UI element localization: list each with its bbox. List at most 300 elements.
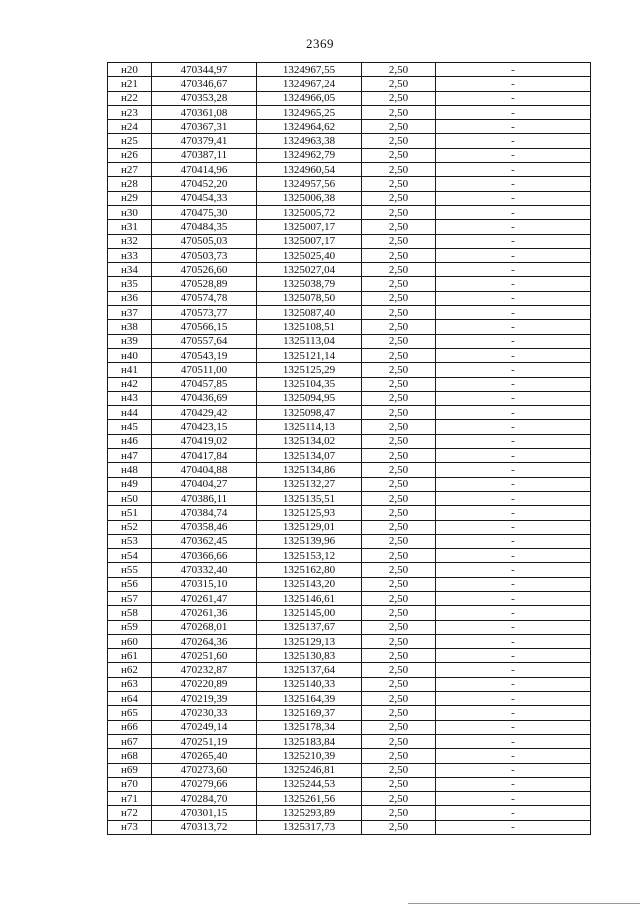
extra-cell: - (436, 463, 591, 477)
accuracy-cell: 2,50 (362, 277, 436, 291)
extra-cell: - (436, 248, 591, 262)
y-coordinate-cell: 1325183,84 (257, 734, 362, 748)
table-row (108, 534, 591, 548)
extra-cell: - (436, 692, 591, 706)
y-coordinate-cell: 1325108,51 (257, 320, 362, 334)
table-row (108, 363, 591, 377)
x-coordinate-cell: 470284,70 (152, 792, 257, 806)
y-coordinate-cell: 1325104,35 (257, 377, 362, 391)
y-coordinate-cell: 1325129,01 (257, 520, 362, 534)
point-id-cell: н57 (108, 591, 152, 605)
table-row (108, 420, 591, 434)
x-coordinate-cell: 470362,45 (152, 534, 257, 548)
table-row (108, 220, 591, 234)
y-coordinate-cell: 1324960,54 (257, 163, 362, 177)
accuracy-cell: 2,50 (362, 263, 436, 277)
x-coordinate-cell: 470219,39 (152, 692, 257, 706)
extra-cell: - (436, 749, 591, 763)
x-coordinate-cell: 470384,74 (152, 506, 257, 520)
table-row (108, 491, 591, 505)
x-coordinate-cell: 470419,02 (152, 434, 257, 448)
y-coordinate-cell: 1325132,27 (257, 477, 362, 491)
point-id-cell: н67 (108, 734, 152, 748)
extra-cell: - (436, 348, 591, 362)
table-row (108, 63, 591, 77)
point-id-cell: н50 (108, 491, 152, 505)
extra-cell: - (436, 205, 591, 219)
y-coordinate-cell: 1325134,02 (257, 434, 362, 448)
x-coordinate-cell: 470484,35 (152, 220, 257, 234)
accuracy-cell: 2,50 (362, 749, 436, 763)
point-id-cell: н46 (108, 434, 152, 448)
point-id-cell: н59 (108, 620, 152, 634)
table-row (108, 120, 591, 134)
y-coordinate-cell: 1324964,62 (257, 120, 362, 134)
point-id-cell: н64 (108, 692, 152, 706)
table-row (108, 91, 591, 105)
accuracy-cell: 2,50 (362, 820, 436, 834)
extra-cell: - (436, 534, 591, 548)
table-row (108, 663, 591, 677)
accuracy-cell: 2,50 (362, 306, 436, 320)
y-coordinate-cell: 1325114,13 (257, 420, 362, 434)
accuracy-cell: 2,50 (362, 334, 436, 348)
table-row (108, 677, 591, 691)
table-row (108, 749, 591, 763)
y-coordinate-cell: 1325146,61 (257, 591, 362, 605)
x-coordinate-cell: 470511,00 (152, 363, 257, 377)
point-id-cell: н52 (108, 520, 152, 534)
extra-cell: - (436, 120, 591, 134)
point-id-cell: н21 (108, 77, 152, 91)
extra-cell: - (436, 577, 591, 591)
point-id-cell: н32 (108, 234, 152, 248)
point-id-cell: н27 (108, 163, 152, 177)
table-row (108, 477, 591, 491)
point-id-cell: н62 (108, 663, 152, 677)
accuracy-cell: 2,50 (362, 420, 436, 434)
point-id-cell: н48 (108, 463, 152, 477)
table-row (108, 105, 591, 119)
x-coordinate-cell: 470367,31 (152, 120, 257, 134)
y-coordinate-cell: 1325130,83 (257, 649, 362, 663)
point-id-cell: н49 (108, 477, 152, 491)
point-id-cell: н56 (108, 577, 152, 591)
table-row (108, 277, 591, 291)
point-id-cell: н38 (108, 320, 152, 334)
point-id-cell: н65 (108, 706, 152, 720)
accuracy-cell: 2,50 (362, 534, 436, 548)
accuracy-cell: 2,50 (362, 563, 436, 577)
accuracy-cell: 2,50 (362, 720, 436, 734)
accuracy-cell: 2,50 (362, 105, 436, 119)
accuracy-cell: 2,50 (362, 220, 436, 234)
extra-cell: - (436, 449, 591, 463)
accuracy-cell: 2,50 (362, 91, 436, 105)
table-row (108, 792, 591, 806)
table-row (108, 591, 591, 605)
point-id-cell: н29 (108, 191, 152, 205)
y-coordinate-cell: 1325027,04 (257, 263, 362, 277)
x-coordinate-cell: 470454,33 (152, 191, 257, 205)
extra-cell: - (436, 663, 591, 677)
x-coordinate-cell: 470414,96 (152, 163, 257, 177)
y-coordinate-cell: 1324967,24 (257, 77, 362, 91)
point-id-cell: н72 (108, 806, 152, 820)
y-coordinate-cell: 1324963,38 (257, 134, 362, 148)
accuracy-cell: 2,50 (362, 520, 436, 534)
x-coordinate-cell: 470232,87 (152, 663, 257, 677)
extra-cell: - (436, 105, 591, 119)
y-coordinate-cell: 1325005,72 (257, 205, 362, 219)
y-coordinate-cell: 1325134,86 (257, 463, 362, 477)
table-row (108, 606, 591, 620)
table-row (108, 377, 591, 391)
extra-cell: - (436, 549, 591, 563)
x-coordinate-cell: 470457,85 (152, 377, 257, 391)
x-coordinate-cell: 470249,14 (152, 720, 257, 734)
extra-cell: - (436, 77, 591, 91)
y-coordinate-cell: 1325137,67 (257, 620, 362, 634)
accuracy-cell: 2,50 (362, 463, 436, 477)
extra-cell: - (436, 363, 591, 377)
x-coordinate-cell: 470251,19 (152, 734, 257, 748)
extra-cell: - (436, 234, 591, 248)
extra-cell: - (436, 634, 591, 648)
extra-cell: - (436, 649, 591, 663)
coordinates-table-body (108, 63, 591, 835)
x-coordinate-cell: 470404,88 (152, 463, 257, 477)
accuracy-cell: 2,50 (362, 77, 436, 91)
extra-cell: - (436, 792, 591, 806)
table-row (108, 620, 591, 634)
point-id-cell: н68 (108, 749, 152, 763)
accuracy-cell: 2,50 (362, 177, 436, 191)
table-row (108, 734, 591, 748)
x-coordinate-cell: 470379,41 (152, 134, 257, 148)
extra-cell: - (436, 63, 591, 77)
accuracy-cell: 2,50 (362, 248, 436, 262)
y-coordinate-cell: 1325113,04 (257, 334, 362, 348)
extra-cell: - (436, 320, 591, 334)
accuracy-cell: 2,50 (362, 577, 436, 591)
x-coordinate-cell: 470573,77 (152, 306, 257, 320)
extra-cell: - (436, 706, 591, 720)
accuracy-cell: 2,50 (362, 677, 436, 691)
table-row (108, 177, 591, 191)
y-coordinate-cell: 1324962,79 (257, 148, 362, 162)
point-id-cell: н31 (108, 220, 152, 234)
x-coordinate-cell: 470574,78 (152, 291, 257, 305)
point-id-cell: н61 (108, 649, 152, 663)
extra-cell: - (436, 148, 591, 162)
accuracy-cell: 2,50 (362, 120, 436, 134)
extra-cell: - (436, 506, 591, 520)
x-coordinate-cell: 470313,72 (152, 820, 257, 834)
x-coordinate-cell: 470344,97 (152, 63, 257, 77)
y-coordinate-cell: 1325125,93 (257, 506, 362, 520)
y-coordinate-cell: 1325038,79 (257, 277, 362, 291)
extra-cell: - (436, 520, 591, 534)
accuracy-cell: 2,50 (362, 205, 436, 219)
accuracy-cell: 2,50 (362, 663, 436, 677)
accuracy-cell: 2,50 (362, 63, 436, 77)
extra-cell: - (436, 777, 591, 791)
table-row (108, 320, 591, 334)
y-coordinate-cell: 1325293,89 (257, 806, 362, 820)
point-id-cell: н51 (108, 506, 152, 520)
table-row (108, 806, 591, 820)
x-coordinate-cell: 470273,60 (152, 763, 257, 777)
table-row (108, 777, 591, 791)
x-coordinate-cell: 470505,03 (152, 234, 257, 248)
y-coordinate-cell: 1324967,55 (257, 63, 362, 77)
point-id-cell: н24 (108, 120, 152, 134)
extra-cell: - (436, 434, 591, 448)
accuracy-cell: 2,50 (362, 649, 436, 663)
extra-cell: - (436, 477, 591, 491)
point-id-cell: н39 (108, 334, 152, 348)
table-row (108, 406, 591, 420)
extra-cell: - (436, 220, 591, 234)
extra-cell: - (436, 377, 591, 391)
point-id-cell: н30 (108, 205, 152, 219)
accuracy-cell: 2,50 (362, 191, 436, 205)
extra-cell: - (436, 720, 591, 734)
x-coordinate-cell: 470387,11 (152, 148, 257, 162)
extra-cell: - (436, 163, 591, 177)
x-coordinate-cell: 470436,69 (152, 391, 257, 405)
x-coordinate-cell: 470261,36 (152, 606, 257, 620)
y-coordinate-cell: 1325121,14 (257, 348, 362, 362)
y-coordinate-cell: 1324957,56 (257, 177, 362, 191)
table-row (108, 763, 591, 777)
table-row (108, 134, 591, 148)
extra-cell: - (436, 820, 591, 834)
point-id-cell: н71 (108, 792, 152, 806)
y-coordinate-cell: 1325025,40 (257, 248, 362, 262)
accuracy-cell: 2,50 (362, 148, 436, 162)
y-coordinate-cell: 1325169,37 (257, 706, 362, 720)
y-coordinate-cell: 1324965,25 (257, 105, 362, 119)
table-row (108, 549, 591, 563)
table-row (108, 434, 591, 448)
point-id-cell: н22 (108, 91, 152, 105)
point-id-cell: н44 (108, 406, 152, 420)
point-id-cell: н47 (108, 449, 152, 463)
table-row (108, 77, 591, 91)
y-coordinate-cell: 1325094,95 (257, 391, 362, 405)
extra-cell: - (436, 191, 591, 205)
y-coordinate-cell: 1325135,51 (257, 491, 362, 505)
y-coordinate-cell: 1325006,38 (257, 191, 362, 205)
accuracy-cell: 2,50 (362, 606, 436, 620)
point-id-cell: н36 (108, 291, 152, 305)
point-id-cell: н34 (108, 263, 152, 277)
table-row (108, 563, 591, 577)
y-coordinate-cell: 1325317,73 (257, 820, 362, 834)
x-coordinate-cell: 470315,10 (152, 577, 257, 591)
point-id-cell: н55 (108, 563, 152, 577)
accuracy-cell: 2,50 (362, 320, 436, 334)
table-row (108, 720, 591, 734)
y-coordinate-cell: 1324966,05 (257, 91, 362, 105)
accuracy-cell: 2,50 (362, 134, 436, 148)
table-row (108, 163, 591, 177)
extra-cell: - (436, 606, 591, 620)
accuracy-cell: 2,50 (362, 363, 436, 377)
table-row (108, 820, 591, 834)
extra-cell: - (436, 620, 591, 634)
accuracy-cell: 2,50 (362, 477, 436, 491)
extra-cell: - (436, 306, 591, 320)
y-coordinate-cell: 1325125,29 (257, 363, 362, 377)
table-row (108, 463, 591, 477)
x-coordinate-cell: 470475,30 (152, 205, 257, 219)
table-row (108, 506, 591, 520)
y-coordinate-cell: 1325143,20 (257, 577, 362, 591)
point-id-cell: н41 (108, 363, 152, 377)
table-row (108, 692, 591, 706)
y-coordinate-cell: 1325178,34 (257, 720, 362, 734)
table-row (108, 634, 591, 648)
extra-cell: - (436, 263, 591, 277)
accuracy-cell: 2,50 (362, 620, 436, 634)
x-coordinate-cell: 470526,60 (152, 263, 257, 277)
table-row (108, 391, 591, 405)
x-coordinate-cell: 470452,20 (152, 177, 257, 191)
extra-cell: - (436, 391, 591, 405)
x-coordinate-cell: 470361,08 (152, 105, 257, 119)
x-coordinate-cell: 470423,15 (152, 420, 257, 434)
point-id-cell: н70 (108, 777, 152, 791)
extra-cell: - (436, 291, 591, 305)
accuracy-cell: 2,50 (362, 491, 436, 505)
accuracy-cell: 2,50 (362, 391, 436, 405)
table-row (108, 191, 591, 205)
point-id-cell: н60 (108, 634, 152, 648)
x-coordinate-cell: 470353,28 (152, 91, 257, 105)
extra-cell: - (436, 734, 591, 748)
accuracy-cell: 2,50 (362, 348, 436, 362)
coordinates-table (107, 62, 591, 835)
accuracy-cell: 2,50 (362, 449, 436, 463)
extra-cell: - (436, 591, 591, 605)
accuracy-cell: 2,50 (362, 591, 436, 605)
x-coordinate-cell: 470557,64 (152, 334, 257, 348)
x-coordinate-cell: 470332,40 (152, 563, 257, 577)
table-row (108, 706, 591, 720)
point-id-cell: н23 (108, 105, 152, 119)
x-coordinate-cell: 470386,11 (152, 491, 257, 505)
y-coordinate-cell: 1325246,81 (257, 763, 362, 777)
y-coordinate-cell: 1325153,12 (257, 549, 362, 563)
x-coordinate-cell: 470301,15 (152, 806, 257, 820)
x-coordinate-cell: 470366,66 (152, 549, 257, 563)
extra-cell: - (436, 277, 591, 291)
extra-cell: - (436, 420, 591, 434)
point-id-cell: н26 (108, 148, 152, 162)
x-coordinate-cell: 470230,33 (152, 706, 257, 720)
accuracy-cell: 2,50 (362, 792, 436, 806)
x-coordinate-cell: 470543,19 (152, 348, 257, 362)
y-coordinate-cell: 1325162,80 (257, 563, 362, 577)
point-id-cell: н69 (108, 763, 152, 777)
table-row (108, 148, 591, 162)
y-coordinate-cell: 1325129,13 (257, 634, 362, 648)
y-coordinate-cell: 1325261,56 (257, 792, 362, 806)
accuracy-cell: 2,50 (362, 734, 436, 748)
y-coordinate-cell: 1325164,39 (257, 692, 362, 706)
table-row (108, 449, 591, 463)
table-row (108, 291, 591, 305)
accuracy-cell: 2,50 (362, 434, 436, 448)
table-row (108, 306, 591, 320)
x-coordinate-cell: 470251,60 (152, 649, 257, 663)
accuracy-cell: 2,50 (362, 377, 436, 391)
extra-cell: - (436, 91, 591, 105)
y-coordinate-cell: 1325137,64 (257, 663, 362, 677)
extra-cell: - (436, 406, 591, 420)
x-coordinate-cell: 470528,89 (152, 277, 257, 291)
point-id-cell: н43 (108, 391, 152, 405)
accuracy-cell: 2,50 (362, 777, 436, 791)
extra-cell: - (436, 563, 591, 577)
point-id-cell: н35 (108, 277, 152, 291)
y-coordinate-cell: 1325087,40 (257, 306, 362, 320)
y-coordinate-cell: 1325078,50 (257, 291, 362, 305)
point-id-cell: н54 (108, 549, 152, 563)
point-id-cell: н33 (108, 248, 152, 262)
accuracy-cell: 2,50 (362, 549, 436, 563)
page-edge-rule (408, 903, 640, 904)
x-coordinate-cell: 470404,27 (152, 477, 257, 491)
point-id-cell: н73 (108, 820, 152, 834)
extra-cell: - (436, 134, 591, 148)
extra-cell: - (436, 177, 591, 191)
table-row (108, 334, 591, 348)
y-coordinate-cell: 1325007,17 (257, 234, 362, 248)
accuracy-cell: 2,50 (362, 406, 436, 420)
x-coordinate-cell: 470265,40 (152, 749, 257, 763)
point-id-cell: н42 (108, 377, 152, 391)
table-row (108, 649, 591, 663)
extra-cell: - (436, 763, 591, 777)
point-id-cell: н20 (108, 63, 152, 77)
point-id-cell: н45 (108, 420, 152, 434)
y-coordinate-cell: 1325134,07 (257, 449, 362, 463)
table-row (108, 248, 591, 262)
y-coordinate-cell: 1325139,96 (257, 534, 362, 548)
y-coordinate-cell: 1325145,00 (257, 606, 362, 620)
table-row (108, 234, 591, 248)
x-coordinate-cell: 470503,73 (152, 248, 257, 262)
accuracy-cell: 2,50 (362, 163, 436, 177)
y-coordinate-cell: 1325007,17 (257, 220, 362, 234)
x-coordinate-cell: 470358,46 (152, 520, 257, 534)
x-coordinate-cell: 470264,36 (152, 634, 257, 648)
extra-cell: - (436, 677, 591, 691)
extra-cell: - (436, 491, 591, 505)
point-id-cell: н40 (108, 348, 152, 362)
extra-cell: - (436, 334, 591, 348)
x-coordinate-cell: 470279,66 (152, 777, 257, 791)
extra-cell: - (436, 806, 591, 820)
x-coordinate-cell: 470566,15 (152, 320, 257, 334)
accuracy-cell: 2,50 (362, 634, 436, 648)
x-coordinate-cell: 470417,84 (152, 449, 257, 463)
table-row (108, 263, 591, 277)
